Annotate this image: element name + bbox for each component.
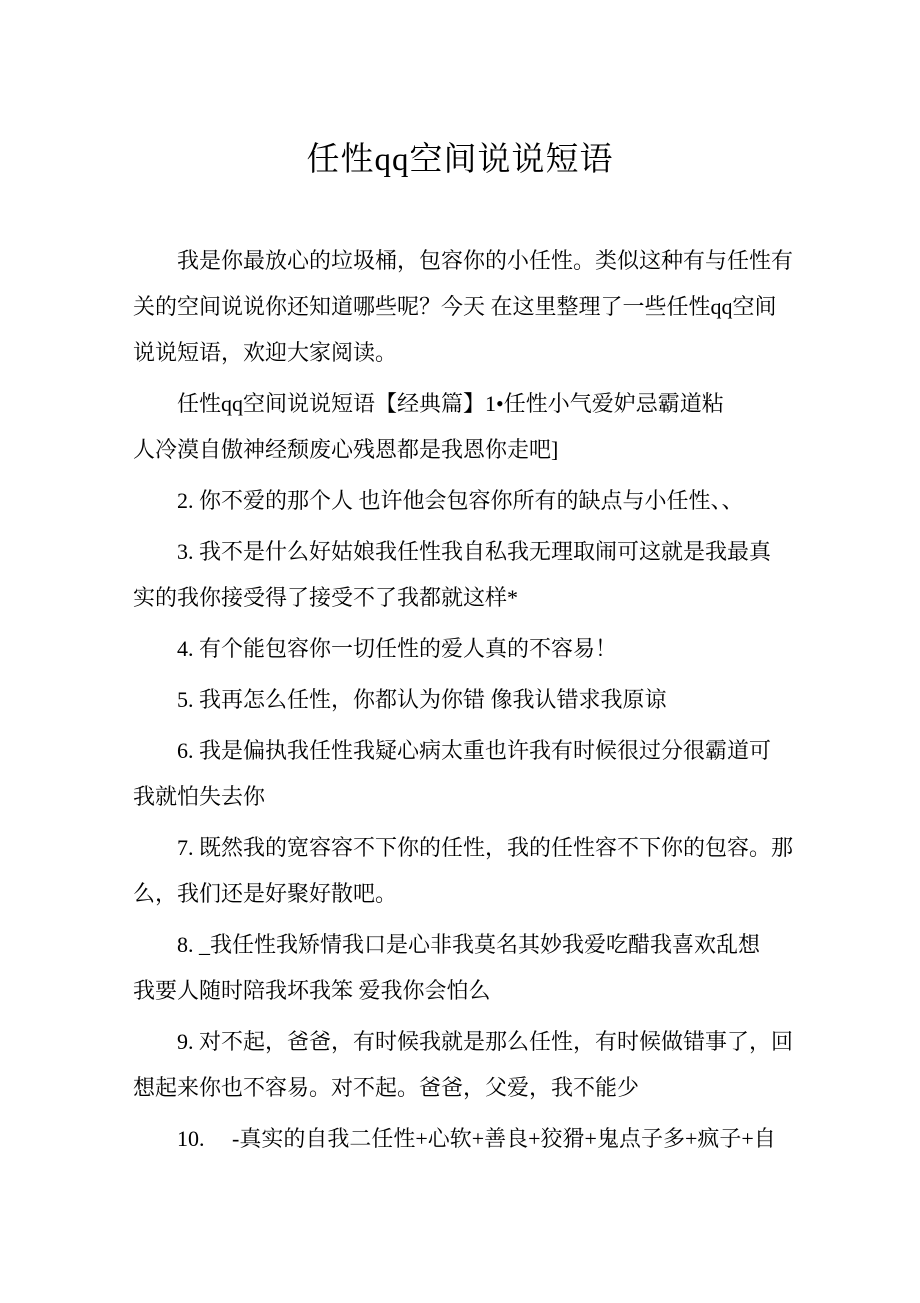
text-line: 9. 对不起，爸爸，有时候我就是那么任性，有时候做错事了，回: [177, 1029, 794, 1054]
text-line: 人冷漠自傲神经颓废心残恩都是我恩你走吧]: [133, 437, 559, 462]
paragraph: [133, 825, 794, 917]
paragraph: [133, 728, 787, 820]
text-line: 8. _我任性我矫情我口是心非我莫名其妙我爱吃醋我喜欢乱想: [177, 932, 761, 957]
text-line: 2. 你不爱的那个人 也许他会包容你所有的缺点与小任性、、: [177, 488, 744, 513]
paragraph: [133, 626, 787, 672]
text-line: 我要人随时陪我坏我笨 爱我你会怕么: [133, 978, 491, 1003]
text-line: 10. -真实的自我二任性+心软+善良+狡猾+鬼点子多+疯子+自: [177, 1126, 776, 1151]
text-line: 说说短语，欢迎大家阅读。: [133, 340, 398, 365]
text-line: 3. 我不是什么好姑娘我任性我自私我无理取闹可这就是我最真: [177, 539, 772, 564]
paragraph: [133, 1116, 787, 1162]
paragraph: [133, 381, 787, 473]
text-line: 想起来你也不容易。对不起。爸爸，父爱，我不能少: [133, 1075, 640, 1100]
text-line: 关的空间说说你还知道哪些呢？今天 在这里整理了一些任性qq空间: [133, 294, 777, 319]
text-line: 实的我你接受得了接受不了我都就这样*: [133, 585, 519, 610]
text-line: 任性qq空间说说短语【经典篇】1•任性小气爱妒忌霸道粘: [177, 391, 724, 416]
paragraph: [133, 677, 787, 723]
text-line: 5. 我再怎么任性，你都认为你错 像我认错求我原谅: [177, 687, 667, 712]
text-line: 我是你最放心的垃圾桶，包容你的小任性。类似这种有与任性有: [177, 248, 794, 273]
text-line: 6. 我是偏执我任性我疑心病太重也许我有时候很过分很霸道可: [177, 738, 772, 763]
paragraph: [133, 1019, 794, 1111]
paragraph: [133, 238, 794, 376]
document-title: 任性qq空间说说短语: [306, 142, 614, 178]
paragraph: [133, 529, 787, 621]
paragraph: [133, 478, 787, 524]
text-line: 4. 有个能包容你一切任性的爱人真的不容易！: [177, 636, 618, 661]
text-line: 么，我们还是好聚好散吧。: [133, 881, 398, 906]
paragraph: [133, 922, 787, 1014]
text-line: 我就怕失去你: [133, 784, 266, 809]
text-line: 7. 既然我的宽容容不下你的任性，我的任性容不下你的包容。那: [177, 835, 794, 860]
document-body: [0, 238, 920, 1162]
